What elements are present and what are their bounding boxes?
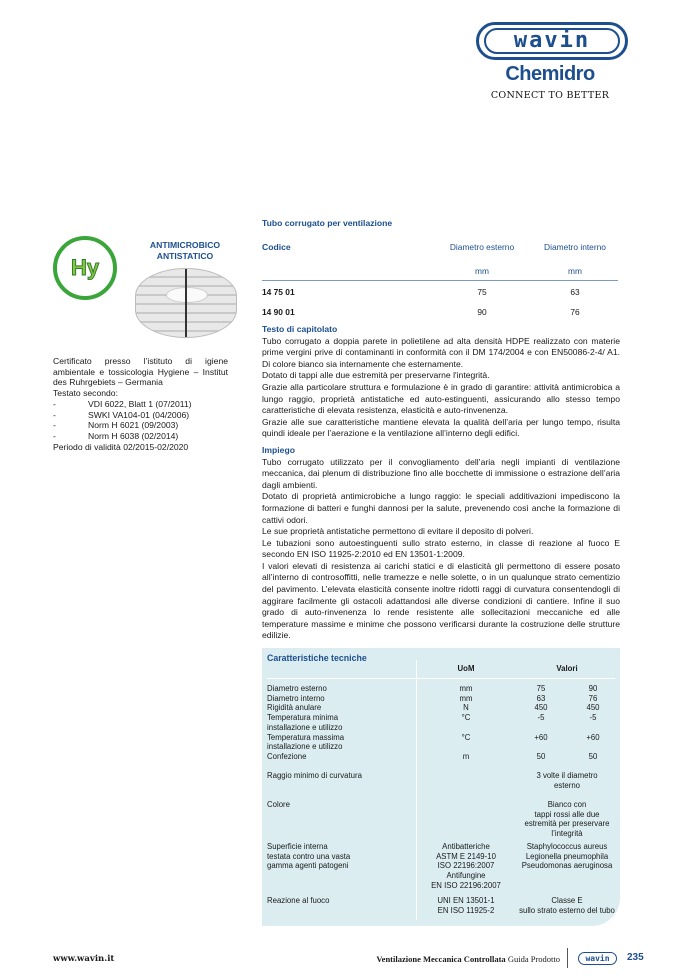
spec-value: 450 — [534, 703, 548, 713]
spec-value: Staphylococcus aureus Legionella pneumophila Pseudomonas aeruginosa — [521, 842, 613, 871]
spec-value: 75 — [536, 684, 546, 694]
spec-uom: m — [462, 752, 470, 762]
spec-label: Confezione — [267, 752, 307, 762]
spec-uom: N — [463, 703, 469, 713]
spec-value: -5 — [537, 713, 545, 723]
spec-value: 3 volte il diametro esterno — [536, 771, 598, 790]
spec-value: 50 — [536, 752, 546, 762]
spec-value: 90 — [588, 684, 598, 694]
spec-value: 76 — [588, 693, 598, 703]
spec-value: -5 — [589, 713, 597, 723]
spec-label: Temperatura massima installazione e utilizzo — [267, 732, 345, 752]
spec-uom: UNI EN 13501-1 EN ISO 11925-2 — [437, 896, 495, 915]
spec-value: Classe E sullo strato esterno del tubo — [519, 896, 615, 915]
table-row: 14 90 01 90 76 — [262, 307, 580, 317]
spec-label: Superficie interna testata contro una vasta gamma agenti patogeni — [267, 842, 351, 871]
spec-value: +60 — [534, 732, 548, 742]
table-row: 14 75 01 75 63 — [262, 287, 580, 297]
tagline: CONNECT TO BETTER — [490, 90, 610, 101]
product-table: Codice Diametro esterno Diametro interno mm mm 14 75 01 75 63 14 90 01 90 76 — [262, 242, 618, 321]
spec-uom: Antibatteriche ASTM E 2149-10 ISO 22196:2007 Antifungine EN ISO 22196:2007 — [431, 842, 501, 890]
footer-url[interactable]: www.wavin.it — [53, 954, 115, 965]
spec-value: 50 — [588, 752, 598, 762]
spec-value: 450 — [586, 703, 600, 713]
spec-value: 63 — [536, 693, 546, 703]
footer-divider — [567, 948, 568, 968]
spec-label: Reazione al fuoco — [267, 896, 330, 906]
capitolato-section: Testo di capitolato Tubo corrugato a doppia parete in polietilene ad alta densità HDPE realizzato con materie prime vergini prive di contaminanti in conformità con il DM 174/2004 e con EN50086-2-4/ A1. Di colore bianco sia internamente che esternamente. Dotato di tappi alle due estremità per preservarne l'integrità. Grazie alla particolare struttura e formulazione è in grado di garantire: attività antimicrobica a lungo raggio, proprietà antistatiche ed auto-estinguenti, assicurando allo stesso tempo caratteristiche di elevata resistenza, elasticità e auto-rinvenenza. Grazie alle sue caratteristiche mantiene elevata la qualità dell’aria per lungo tempo, risulta quindi ideale per l’aerazione e la ventilazione all’interno degli edifici. — [262, 324, 620, 439]
footer-section: Ventilazione Meccanica Controllata Guida Prodotto — [376, 954, 560, 965]
spec-uom: °C — [461, 713, 471, 723]
chemidro-logo: Chemidro — [505, 63, 595, 85]
spec-uom: mm — [459, 693, 473, 703]
hygiene-seal-icon: Hy — [53, 236, 117, 300]
spec-label: Temperatura minima installazione e utilizzo — [267, 713, 343, 732]
certificate-block: Certificato presso l’istituto di igiene ambientale e tossicologia Hygiene – Institut des Ruhrgebiets – Germania Testato secondo: - VDI 6022, Blatt 1 (07/2011) - SWKI VA104-01 (04/2006) - Norm H 6021 (09/2003) - Norm H 6038 (02/2014) Periodo di validità 02/2015-02/2020 — [53, 356, 228, 452]
spec-label: Colore — [267, 800, 290, 810]
coiled-pipe-image — [135, 268, 237, 338]
spec-uom: °C — [461, 732, 471, 742]
spec-uom: mm — [459, 684, 473, 694]
footer-wavin-logo: wavin — [578, 952, 617, 965]
impiego-section: Impiego Tubo corrugato utilizzato per il convogliamento dell’aria negli impianti di ventilazione meccanica, dai plenum di distribuzione fino alle bocchette di immissione o estrazione dell’aria dagli ambienti. Dotato di proprietà antimicrobiche a lungo raggio: le speciali additivazioni impediscono la formazione di batteri e funghi dannosi per la salute, prevenendo così anche la formazione di cattivi odori. Le sue proprietà antistatiche permettono di evitare il deposito di polveri. Le tubazioni sono autoestinguenti sullo strato esterno, in classe di reazione al fuoco E secondo EN ISO 11925-2:2010 ed EN 13501-1:2009. I valori elevati di resistenza ai carichi statici e di elasticità gli permettono di essere posato all’interno di controsoffitti, nelle tramezze e nelle solette, o in un qualunque strato cementizio del pavimento. L’elevata elasticità consente inoltre ridotti raggi di curvatura consentendogli di aggirare facilmente gli ostacoli adattandosi alle diverse condizioni di cantiere. Infine il suo grado di auto-rinvenenza lo rende resistente alle sollecitazioni meccaniche ed alle temperature massime e minime che possono verificarsi durante la costruzione delle strutture edilizie. — [262, 444, 620, 641]
page-number: 235 — [627, 952, 644, 964]
spec-label: Diametro interno — [267, 693, 325, 703]
footer — [0, 946, 677, 976]
wavin-logo: wavin — [476, 22, 628, 60]
spec-value: Bianco con tappi rossi alle due estremità per preservare l’integrità — [524, 800, 610, 839]
product-title: Tubo corrugato per ventilazione — [262, 218, 393, 228]
badge-title: ANTIMICROBICO ANTISTATICO — [149, 240, 221, 261]
spec-label: Rigidità anulare — [267, 703, 322, 713]
spec-value: +60 — [586, 732, 600, 742]
spec-label: Raggio minimo di curvatura — [267, 771, 362, 781]
tech-specs-table: Caratteristiche tecniche UoM Valori Diametro esterno mm 75 90 Diametro interno mm 63 76 Rigidità anulare N 450 450 Temperatura minima installazione e utilizzo °C -5 -5 Temperatura massima installazione e utilizzo °C +60 +60 Confezione m 50 50 Raggio minimo di curvatura 3 volte il diametro esterno Colore Bianco con tappi rossi alle due estremità per preservare l’integrità Superficie interna testata contro una vasta gamma agenti patogeni Antibatteriche ASTM E 2149-10 ISO 22196:2007 Antifungine EN ISO 22196:2007 Staphylococcus aureus Legionella pneumophila Pseudomonas aeruginosa Reazione al fuoco UNI EN 13501-1 EN ISO 11925-2 Classe E sullo strato esterno del tubo — [262, 648, 620, 926]
spec-label: Diametro esterno — [267, 684, 327, 694]
